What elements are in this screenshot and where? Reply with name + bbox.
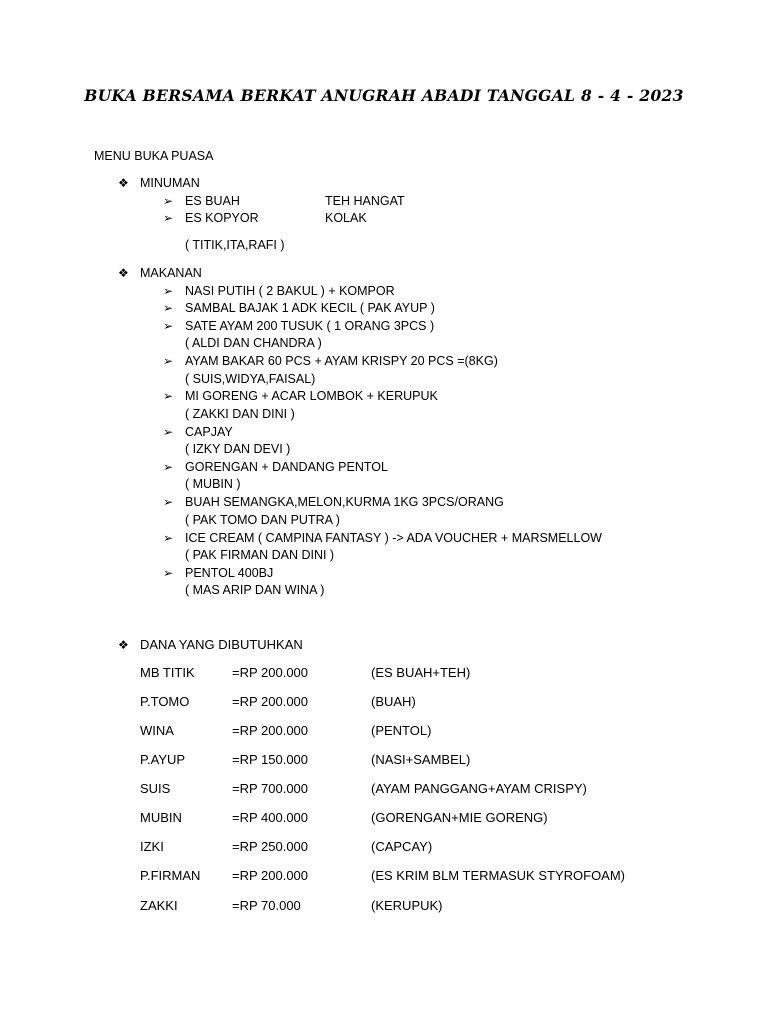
diamond-bullet-icon: ❖ [118,638,129,652]
section-dana [118,637,303,652]
item-note: ( MUBIN ) [185,477,241,491]
item-text: SAMBAL BAJAK 1 ADK KECIL ( PAK AYUP ) [185,301,435,315]
item-text: GORENGAN + DANDANG PENTOL [185,460,388,474]
item-note: ( ZAKKI DAN DINI ) [185,407,295,421]
item-text: ES BUAH [185,194,240,208]
section-makanan [118,266,202,280]
item-text: BUAH SEMANGKA,MELON,KURMA 1KG 3PCS/ORANG [185,495,504,509]
list-item [163,531,602,545]
item-note: ( IZKY DAN DEVI ) [185,442,291,456]
list-item [163,389,438,403]
list-item [163,284,395,298]
list-item [163,425,233,439]
item-note: ( SUIS,WIDYA,FAISAL) [185,372,316,386]
fund-name: WINA [140,723,174,738]
list-item [163,460,388,474]
arrow-bullet-icon: ➢ [163,495,174,509]
arrow-bullet-icon: ➢ [163,211,174,225]
fund-name: IZKI [140,839,164,854]
arrow-bullet-icon: ➢ [163,354,174,368]
section-minuman [118,176,200,190]
list-item [163,566,273,580]
list-item-second: TEH HANGAT [325,194,405,208]
diamond-bullet-icon: ❖ [118,266,129,280]
fund-amount: =RP 250.000 [232,839,309,854]
fund-amount: =RP 200.000 [232,723,309,738]
fund-note: (CAPCAY) [371,839,433,854]
list-item [163,354,498,368]
item-text: PENTOL 400BJ [185,566,274,580]
fund-amount: =RP 700.000 [232,781,309,796]
arrow-bullet-icon: ➢ [163,319,174,333]
arrow-bullet-icon: ➢ [163,531,174,545]
item-text: AYAM BAKAR 60 PCS + AYAM KRISPY 20 PCS =(8KG) [185,354,498,368]
item-text: ICE CREAM ( CAMPINA FANTASY ) -> ADA VOUCHER + MARSMELLOW [185,531,602,545]
arrow-bullet-icon: ➢ [163,566,174,580]
diamond-bullet-icon: ❖ [118,176,129,190]
arrow-bullet-icon: ➢ [163,284,174,298]
fund-amount: =RP 70.000 [232,898,301,913]
fund-note: (NASI+SAMBEL) [371,752,471,767]
section-label: DANA YANG DIBUTUHKAN [140,637,303,652]
fund-note: (ES KRIM BLM TERMASUK STYROFOAM) [371,868,626,883]
item-note: ( PAK TOMO DAN PUTRA ) [185,513,340,527]
fund-note: (ES BUAH+TEH) [371,665,471,680]
menu-heading: MENU BUKA PUASA [94,149,214,163]
list-item [163,301,435,315]
list-item [163,495,504,509]
fund-amount: =RP 200.000 [232,868,309,883]
item-text: MI GORENG + ACAR LOMBOK + KERUPUK [185,389,438,403]
fund-amount: =RP 200.000 [232,694,309,709]
fund-name: P.AYUP [140,752,186,767]
fund-note: (GORENGAN+MIE GORENG) [371,810,548,825]
arrow-bullet-icon: ➢ [163,460,174,474]
arrow-bullet-icon: ➢ [163,301,174,315]
item-note: ( PAK FIRMAN DAN DINI ) [185,548,335,562]
item-text: ES KOPYOR [185,211,259,225]
item-note: ( ALDI DAN CHANDRA ) [185,336,322,350]
item-text: SATE AYAM 200 TUSUK ( 1 ORANG 3PCS ) [185,319,435,333]
list-item [163,194,240,208]
fund-name: P.TOMO [140,694,190,709]
fund-name: P.FIRMAN [140,868,201,883]
fund-note: (BUAH) [371,694,416,709]
fund-note: (AYAM PANGGANG+AYAM CRISPY) [371,781,587,796]
item-text: NASI PUTIH ( 2 BAKUL ) + KOMPOR [185,284,395,298]
fund-name: MB TITIK [140,665,195,680]
section-label: MINUMAN [140,176,200,190]
item-note: ( MAS ARIP DAN WINA ) [185,583,325,597]
fund-name: SUIS [140,781,171,796]
list-item [163,211,259,225]
list-item-second: KOLAK [325,211,367,225]
fund-name: ZAKKI [140,898,178,913]
item-note: ( TITIK,ITA,RAFI ) [185,238,285,252]
item-text: CAPJAY [185,425,233,439]
fund-amount: =RP 400.000 [232,810,309,825]
arrow-bullet-icon: ➢ [163,389,174,403]
document-title: BUKA BERSAMA BERKAT ANUGRAH ABADI TANGGAL 8 - 4 - 2023 [84,86,684,105]
fund-name: MUBIN [140,810,182,825]
arrow-bullet-icon: ➢ [163,425,174,439]
fund-note: (KERUPUK) [371,898,443,913]
fund-amount: =RP 200.000 [232,665,309,680]
fund-amount: =RP 150.000 [232,752,309,767]
list-item [163,319,434,333]
section-label: MAKANAN [140,266,202,280]
arrow-bullet-icon: ➢ [163,194,174,208]
fund-note: (PENTOL) [371,723,432,738]
